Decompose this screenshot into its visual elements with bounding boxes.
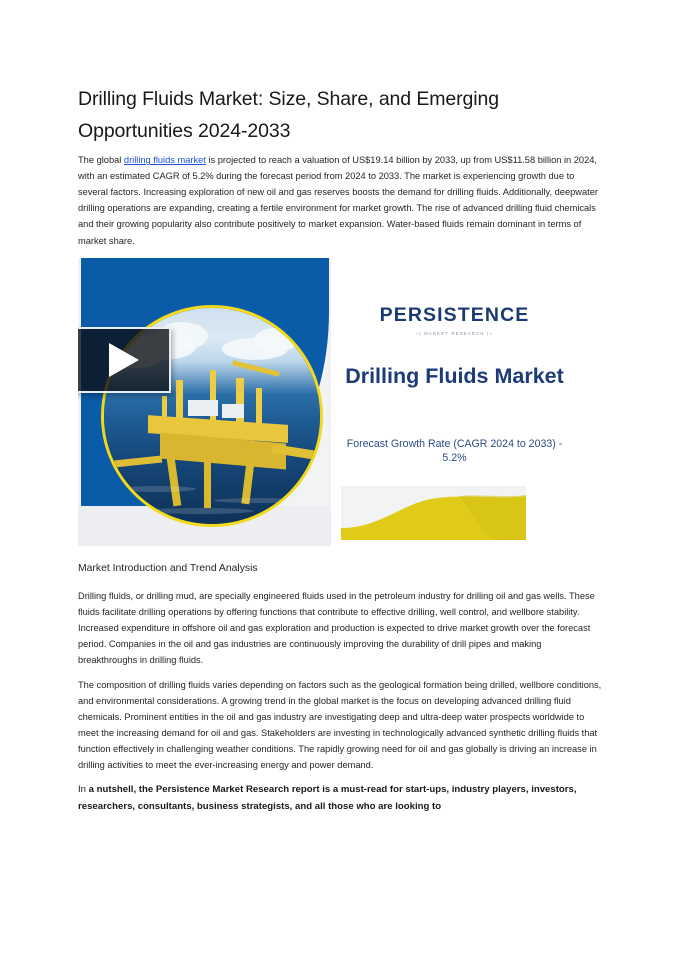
- document-body-lower: [78, 562, 602, 815]
- banner-text-panel: [331, 258, 578, 546]
- banner-subheadline: Forecast Growth Rate (CAGR 2024 to 2033) - 5.2%: [346, 438, 563, 465]
- brand-logo-text: PERSISTENCE: [379, 304, 530, 326]
- water-wave: [144, 508, 254, 514]
- body-paragraph-2: The composition of drilling fluids varies depending on factors such as the geological formation being drilled, wellbore conditions, and environmental considerations. A growing trend in the global market is the focus on developing advanced drilling fluid chemicals. Prominent entities in the oil and gas industry are investigating deep and ultra-deep water prospects worldwide to meet the increasing demand for oil and gas. Stakeholders are investing in technologically advanced synthetic drilling fluids that function effectively in challenging weather conditions. The rapidly growing need for oil and gas globally is driving an increase in drilling activities to meet the ever-increasing energy and power demand.: [78, 679, 602, 771]
- brand-tagline: ~| MARKET RESEARCH |~: [415, 331, 494, 336]
- banner-artwork-panel: [78, 258, 331, 546]
- intro-lead-text: The global: [78, 155, 122, 166]
- market-report-banner: [78, 258, 578, 546]
- rig-structure: [188, 400, 218, 416]
- intro-body-text: is projected to reach a valuation of US$19.14 billion by 2033, up from US$11.58 billion in 2024, with an estimated CAGR of 5.2% during the forecast period from 2024 to 2033. The market is experiencing growth due to several factors. Increasing exploration of new oil and gas reserves boosts the demand for drilling fluids. Additionally, deepwater drilling operations are expanding, creating a fertile environment for market growth. The rise of advanced drilling fluid chemicals and their growing popularity also contribute positively to market expansion. Water-based fluids remain dominant in terms of market share.: [78, 155, 598, 246]
- page-title: Drilling Fluids Market: Size, Share, and Emerging Opportunities 2024-2033: [78, 88, 500, 142]
- rig-tower: [210, 370, 216, 426]
- video-play-button[interactable]: [78, 327, 171, 393]
- banner-headline: Drilling Fluids Market: [345, 364, 564, 388]
- wave-icon: [341, 486, 526, 540]
- water-wave: [214, 498, 304, 503]
- document-content: [78, 84, 602, 258]
- water-wave: [116, 486, 196, 492]
- yellow-wave-graphic: [341, 486, 526, 540]
- drilling-fluids-market-link[interactable]: drilling fluids market: [123, 155, 206, 166]
- closing-bold-text: a nutshell, the Persistence Market Research report is a must-read for start-ups, industry players, investors, researchers, consultants, business strategists, and all those who are looking to: [78, 784, 577, 812]
- rig-support-leg: [204, 462, 211, 508]
- rig-structure: [222, 404, 244, 418]
- body-paragraph-1: Drilling fluids, or drilling mud, are specially engineered fluids used in the petroleum industry for drilling oil and gas wells. These fluids facilitate drilling operations by offering functions that contribute to effective drilling, well control, and wellbore stability. Increased expenditure in offshore oil and gas exploration and production is expected to drive market growth over the forecast period. Companies in the oil and gas industries are continuously improving the durability of drill pipes and making breakthroughs in drilling fluids.: [78, 590, 595, 665]
- intro-paragraph: [78, 152, 602, 248]
- closing-paragraph: [78, 782, 602, 815]
- section-heading-market-introduction: Market Introduction and Trend Analysis: [78, 563, 258, 574]
- cloud-shape: [254, 328, 298, 352]
- play-icon: [109, 343, 139, 377]
- closing-prefix: In: [78, 784, 89, 796]
